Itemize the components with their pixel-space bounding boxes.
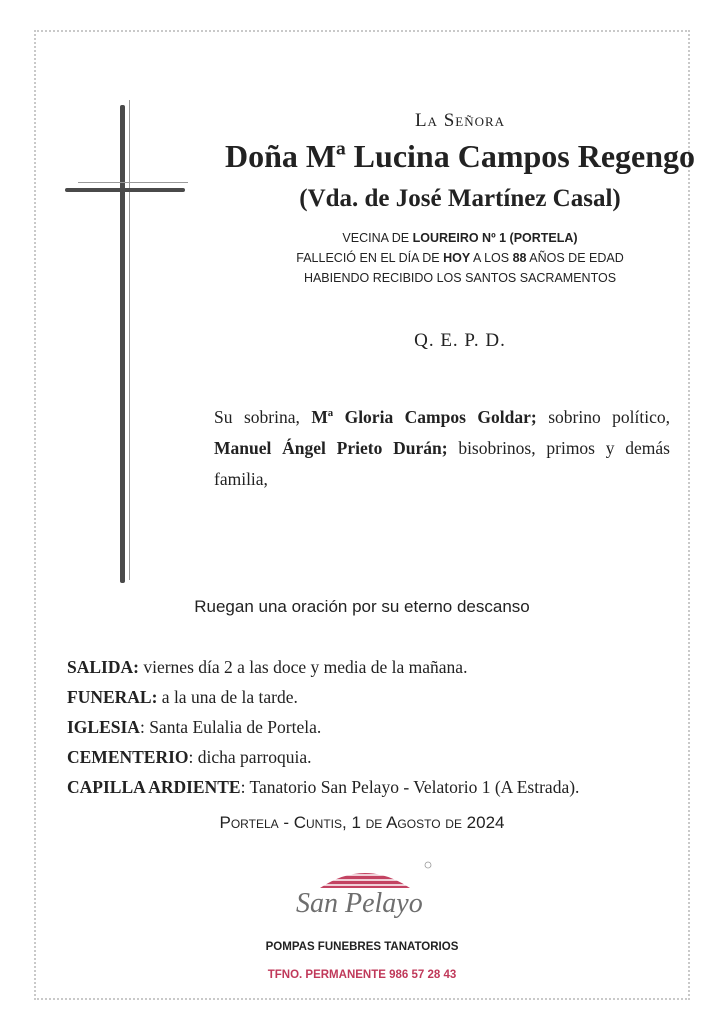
company-name: POMPAS FUNEBRES TANATORIOS bbox=[265, 941, 459, 953]
detail-iglesia: IGLESIA: Santa Eulalia de Portela. bbox=[67, 717, 322, 737]
prayer-request: Ruegan una oración por su eterno descanso bbox=[194, 597, 530, 616]
detail-capilla: CAPILLA ARDIENTE: Tanatorio San Pelayo - Velatorio 1 (A Estrada). bbox=[67, 777, 580, 797]
phone-line: TFNO. PERMANENTE 986 57 28 43 bbox=[267, 969, 457, 981]
logo-text: San Pelayo bbox=[296, 888, 423, 919]
widow-of: (Vda. de José Martínez Casal) bbox=[299, 185, 621, 212]
family-paragraph: Su sobrina, Mª Gloria Campos Goldar; sobrino político, Manuel Ángel Prieto Durán; bisobrinos, primos y demás familia, bbox=[214, 407, 671, 489]
date-line: Portela - Cuntis, 1 de Agosto de 2024 bbox=[219, 813, 505, 832]
qepd: Q. E. P. D. bbox=[414, 330, 506, 351]
detail-funeral: FUNERAL: a la una de la tarde. bbox=[67, 687, 298, 707]
title-small: La Señora bbox=[414, 110, 506, 131]
detail-salida: SALIDA: viernes día 2 a las doce y media de la mañana. bbox=[67, 657, 468, 677]
deceased-name: Doña Mª Lucina Campos Regengo bbox=[224, 138, 696, 174]
residence-line: VECINA DE LOUREIRO Nº 1 (PORTELA) bbox=[342, 231, 578, 245]
sacraments-line: HABIENDO RECIBIDO LOS SANTOS SACRAMENTOS bbox=[303, 271, 617, 285]
page-border bbox=[34, 30, 690, 1000]
ceremony-details bbox=[67, 657, 579, 807]
death-line: FALLECIÓ EN EL DÍA DE HOY A LOS 88 AÑOS DE EDAD bbox=[296, 251, 624, 265]
detail-cementerio: CEMENTERIO: dicha parroquia. bbox=[67, 747, 312, 767]
